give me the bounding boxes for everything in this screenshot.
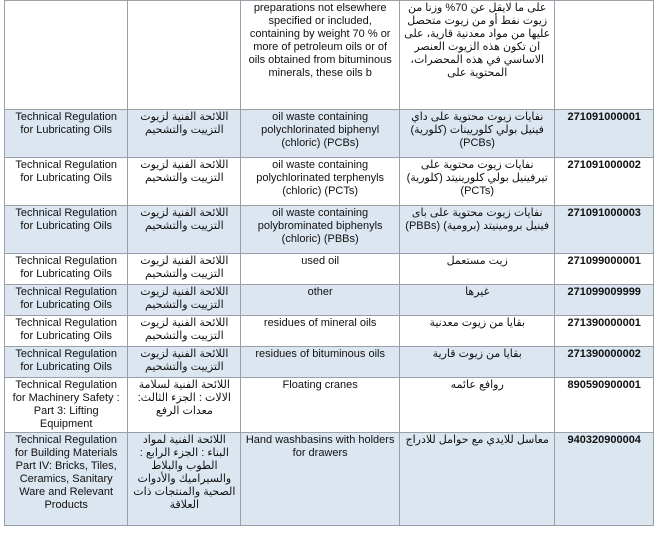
description-ar-cell: روافع عائمه — [399, 378, 555, 433]
table-row — [5, 110, 654, 158]
description-en-cell: oil waste containing polychlorinated biphenyl (chloric) (PCBs) — [241, 110, 400, 158]
regulation-ar-cell: اللائحة الفنية لزيوت التزييت والتشحيم — [128, 316, 241, 347]
description-en-cell: Hand washbasins with holders for drawers — [241, 433, 400, 526]
regulation-en-cell: Technical Regulation for Lubricating Oils — [5, 158, 128, 206]
description-ar-cell: نفايات زيوت محتوية على داي فينيل بولي كلوريينات (كلورية) (PCBs) — [399, 110, 555, 158]
regulation-ar-cell: اللائحة الفنية لسلامة الالات : الجزء الثالث: معدات الرفع — [128, 378, 241, 433]
regulation-en-cell: Technical Regulation for Lubricating Oils — [5, 110, 128, 158]
table-row — [5, 254, 654, 285]
regulation-en-cell: Technical Regulation for Building Materials Part IV: Bricks, Tiles, Ceramics, Sanitary Ware and Relevant Products — [5, 433, 128, 526]
regulation-ar-cell — [128, 1, 241, 110]
regulation-ar-cell: اللائحة الفنية لزيوت التزييت والتشحيم — [128, 158, 241, 206]
regulation-en-cell: Technical Regulation for Lubricating Oils — [5, 285, 128, 316]
table-row — [5, 206, 654, 254]
regulation-en-cell — [5, 1, 128, 110]
description-ar-cell: نفايات زيوت محتوية على تيرفينيل بولي كلورينيتد (كلورية) (PCTs) — [399, 158, 555, 206]
table-row — [5, 347, 654, 378]
hs-code-cell: 940320900004 — [555, 433, 654, 526]
regulation-ar-cell: اللائحة الفنية لمواد البناء : الجزء الرابع : الطوب والبلاط والسيراميك والأدوات الصحية والمنتجات ذات العلاقة — [128, 433, 241, 526]
regulation-ar-cell: اللائحة الفنية لزيوت التزييت والتشحيم — [128, 254, 241, 285]
description-en-cell: used oil — [241, 254, 400, 285]
regulations-table — [4, 0, 654, 526]
description-ar-cell: بقايا من زيوت معدنية — [399, 316, 555, 347]
hs-code-cell: 271091000003 — [555, 206, 654, 254]
regulation-ar-cell: اللائحة الفنية لزيوت التزييت والتشحيم — [128, 285, 241, 316]
table-row — [5, 1, 654, 110]
description-ar-cell: غيرها — [399, 285, 555, 316]
description-en-cell: oil waste containing polybrominated biphenyls (chloric) (PBBs) — [241, 206, 400, 254]
hs-code-cell: 271390000002 — [555, 347, 654, 378]
description-en-cell: residues of mineral oils — [241, 316, 400, 347]
description-en-cell: other — [241, 285, 400, 316]
description-ar-cell: معاسل للايدي مع حوامل للادراج — [399, 433, 555, 526]
description-en-cell: oil waste containing polychlorinated terphenyls (chloric) (PCTs) — [241, 158, 400, 206]
description-ar-cell: بقايا من زيوت قارية — [399, 347, 555, 378]
table-row — [5, 158, 654, 206]
description-en-cell: preparations not elsewhere specified or included, containing by weight 70 % or more of petroleum oils or of oils obtained from bituminous minerals, these oils b — [241, 1, 400, 110]
hs-code-cell: 271091000002 — [555, 158, 654, 206]
regulation-en-cell: Technical Regulation for Lubricating Oils — [5, 316, 128, 347]
hs-code-cell: 271099000001 — [555, 254, 654, 285]
hs-code-cell — [555, 1, 654, 110]
description-en-cell: Floating cranes — [241, 378, 400, 433]
table-row — [5, 433, 654, 526]
table-row — [5, 285, 654, 316]
description-ar-cell: على ما لايقل عن 70% وزنا من زيوت نفط أو من زيوت متحصل عليها من مواد معدنية قارية، على ان تكون هذه الزيوت العنصر الاساسي في هذه المحضرات، المحتوية على — [399, 1, 555, 110]
regulation-en-cell: Technical Regulation for Lubricating Oils — [5, 206, 128, 254]
description-en-cell: residues of bituminous oils — [241, 347, 400, 378]
regulation-en-cell: Technical Regulation for Lubricating Oils — [5, 254, 128, 285]
table-row — [5, 378, 654, 433]
hs-code-cell: 271390000001 — [555, 316, 654, 347]
description-ar-cell: زيت مستعمل — [399, 254, 555, 285]
hs-code-cell: 890590900001 — [555, 378, 654, 433]
description-ar-cell: نفايات زيوت محتوية على باى فينيل برومينيتد (برومية) (PBBs) — [399, 206, 555, 254]
regulation-ar-cell: اللائحة الفنية لزيوت التزييت والتشحيم — [128, 347, 241, 378]
regulation-en-cell: Technical Regulation for Machinery Safety : Part 3: Lifting Equipment — [5, 378, 128, 433]
hs-code-cell: 271099009999 — [555, 285, 654, 316]
regulation-ar-cell: اللائحة الفنية لزيوت التزييت والتشحيم — [128, 110, 241, 158]
regulation-ar-cell: اللائحة الفنية لزيوت التزييت والتشحيم — [128, 206, 241, 254]
table-row — [5, 316, 654, 347]
regulation-en-cell: Technical Regulation for Lubricating Oils — [5, 347, 128, 378]
hs-code-cell: 271091000001 — [555, 110, 654, 158]
